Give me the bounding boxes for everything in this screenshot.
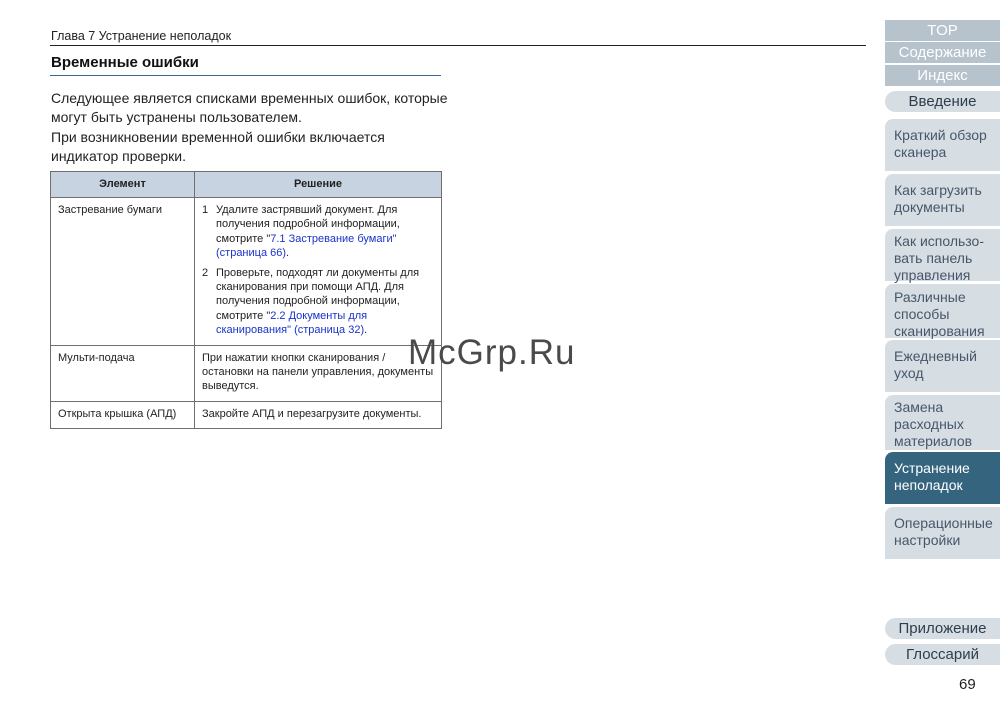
nav-appendix-button[interactable]: Приложение bbox=[885, 618, 1000, 639]
nav-chapter-consumables[interactable]: Замена расходных материалов bbox=[885, 395, 1000, 450]
row-item: Застревание бумаги bbox=[51, 198, 195, 346]
header-solution: Решение bbox=[195, 172, 442, 198]
nav-glossary-button[interactable]: Глоссарий bbox=[885, 644, 1000, 665]
nav-chapter-troubleshooting[interactable]: Устранение неполадок bbox=[885, 452, 1000, 504]
step-text bbox=[216, 203, 434, 261]
table-row bbox=[51, 198, 442, 346]
intro-paragraph-2: При возникновении временной ошибки включается индикатор проверки. bbox=[51, 128, 385, 164]
step-text bbox=[216, 266, 434, 338]
section-title: Временные ошибки bbox=[51, 54, 199, 71]
row-solution: При нажатии кнопки сканирования / остановки на панели управления, документы выведутся. bbox=[195, 345, 442, 401]
nav-index-button[interactable]: Индекс bbox=[885, 65, 1000, 86]
nav-introduction-button[interactable]: Введение bbox=[885, 91, 1000, 112]
errors-table bbox=[50, 171, 442, 429]
step-number: 2 bbox=[202, 266, 209, 279]
nav-chapter-care[interactable]: Ежедневный уход bbox=[885, 340, 1000, 392]
page-number: 69 bbox=[959, 676, 976, 693]
nav-chapter-settings[interactable]: Операционные настройки bbox=[885, 507, 1000, 559]
solution-step bbox=[202, 266, 434, 338]
intro-paragraph-1: Следующее является списками временных ошибок, которые могут быть устранены пользователем. bbox=[51, 90, 448, 126]
row-item: Мульти-подача bbox=[51, 345, 195, 401]
row-solution bbox=[195, 198, 442, 346]
header-item: Элемент bbox=[51, 172, 195, 198]
watermark: McGrp.Ru bbox=[408, 333, 576, 372]
documents-for-scanning-link[interactable]: 2.2 Документы для сканирования" (страница 32) bbox=[216, 309, 368, 337]
row-item: Открыта крышка (АПД) bbox=[51, 401, 195, 428]
title-underline bbox=[50, 75, 441, 76]
intro-text bbox=[51, 89, 451, 166]
step-text-end: . bbox=[286, 247, 290, 260]
solution-step bbox=[202, 203, 434, 261]
nav-chapter-loading[interactable]: Как загрузить документы bbox=[885, 174, 1000, 226]
step-text-main: Удалите застрявший документ. Для получения подробной информации, смотрите " bbox=[216, 204, 400, 245]
step-text-end: . bbox=[364, 324, 368, 337]
header-divider bbox=[50, 45, 866, 46]
nav-chapter-overview[interactable]: Краткий обзор сканера bbox=[885, 119, 1000, 171]
nav-chapter-panel[interactable]: Как использо-вать панель управления bbox=[885, 229, 1000, 281]
table-header-row bbox=[51, 172, 442, 198]
chapter-title: Глава 7 Устранение неполадок bbox=[51, 29, 232, 43]
table-row bbox=[51, 401, 442, 428]
paper-jam-link[interactable]: 7.1 Застревание бумаги" (страница 66) bbox=[216, 232, 397, 260]
step-text-main: Проверьте, подходят ли документы для сканирования при помощи АПД. Для получения подробной информации, смотрите " bbox=[216, 266, 420, 322]
table-row bbox=[51, 345, 442, 401]
nav-chapter-scanning[interactable]: Различные способы сканирования bbox=[885, 284, 1000, 338]
row-solution: Закройте АПД и перезагрузите документы. bbox=[195, 401, 442, 428]
nav-contents-button[interactable]: Содержание bbox=[885, 42, 1000, 63]
step-number: 1 bbox=[202, 204, 209, 216]
nav-top-button[interactable]: TOP bbox=[885, 20, 1000, 41]
